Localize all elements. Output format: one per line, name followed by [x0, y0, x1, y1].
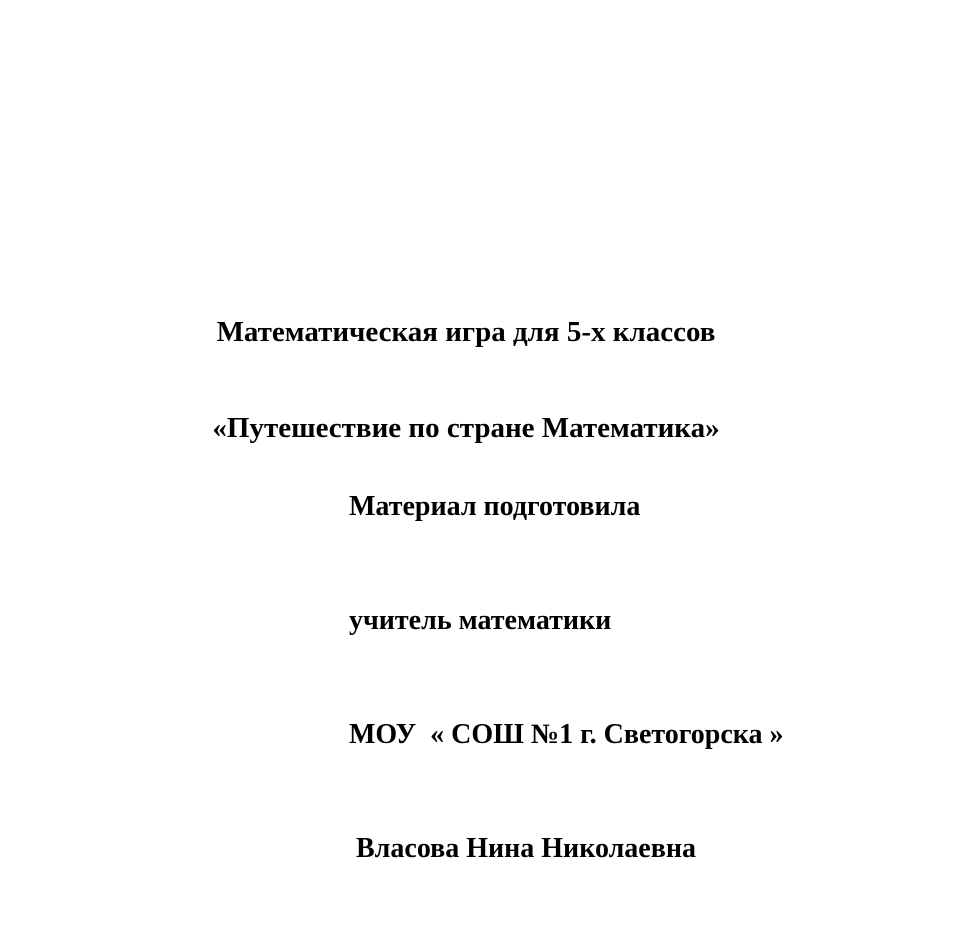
credits-line-school: МОУ « СОШ №1 г. Светогорска » [349, 719, 784, 750]
credits-block [349, 412, 784, 944]
title-line-2: «Путешествие по стране Математика» [212, 412, 720, 444]
credits-line-author-name: Власова Нина Николаевна [349, 833, 696, 864]
credits-line-role: учитель математики [349, 605, 612, 636]
title-line-1: Математическая игра для 5-х классов [216, 316, 716, 348]
credits-line-author-intro: Материал подготовила [349, 491, 641, 522]
